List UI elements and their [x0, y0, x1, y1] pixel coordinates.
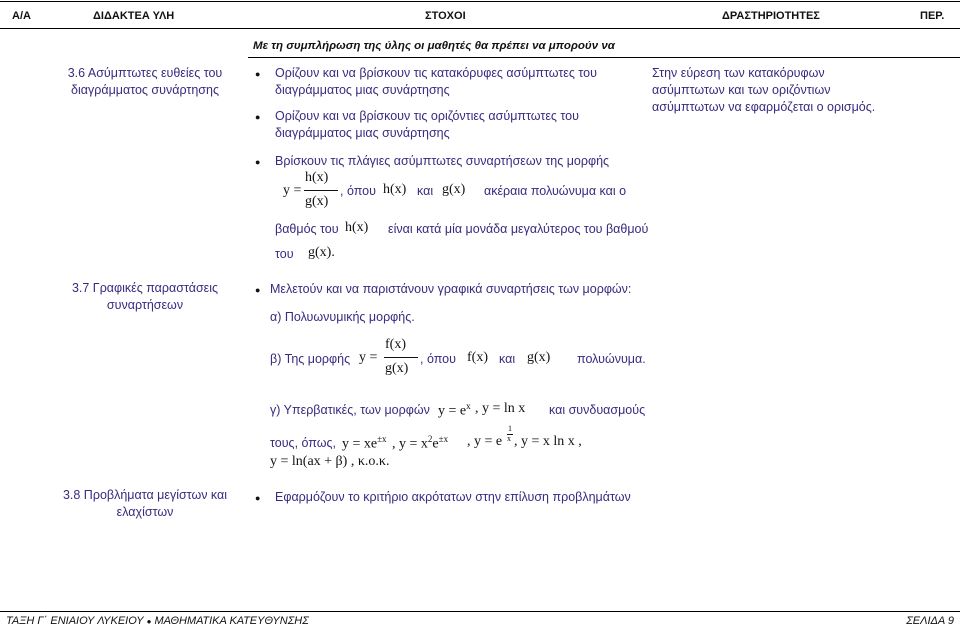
activity-3-6: Στην εύρεση των κατακόρυφων ασύμπτωτων και των οριζόντιων ασύμπτωτων να εφαρμόζεται ο ορισμός. — [652, 66, 876, 114]
degree-greater-text: είναι κατά μία μονάδα μεγαλύτερος του βαθμού — [388, 222, 649, 236]
integer-polynomials-text: ακέραια πολυώνυμα και ο — [484, 184, 627, 198]
degree-text: βαθμός του — [275, 222, 339, 236]
formula-y-eq: y = — [283, 183, 302, 198]
header-col-aa: Α/Α — [12, 10, 31, 22]
header-col-syllabus: ΔΙΔΑΚΤΕΑ ΥΛΗ — [93, 10, 175, 22]
g-of-x: g(x) — [527, 350, 551, 365]
f-of-x: f(x) — [467, 350, 488, 365]
bullet-icon: ● — [255, 493, 261, 503]
footer-line — [0, 611, 960, 612]
fraction-denominator: g(x) — [385, 361, 409, 376]
header-bottom-line — [0, 28, 960, 29]
h-of-x: h(x) — [345, 220, 369, 235]
exp-fraction-numerator: 1 — [508, 424, 512, 433]
formula-y-eq: y = — [359, 350, 378, 365]
tou-text: του — [275, 247, 294, 261]
section-3-7-title: 3.7 Γραφικές παραστάσεις συναρτήσεων — [71, 281, 219, 312]
item-transcendental-prefix: γ) Υπερβατικές, των μορφών — [270, 403, 430, 417]
kai-text: και — [417, 184, 434, 198]
formula-exp: $y = e^x$ — [438, 401, 471, 419]
formula-ln: , y = ln x — [475, 401, 526, 416]
goal-vertical-asymptotes: Ορίζουν και να βρίσκουν τις κατακόρυφες ασύμπτωτες του διαγράμματος μιας συνάρτησης — [275, 66, 597, 97]
formula-xe: $y = xe^{\pm x}$ — [342, 434, 387, 452]
goal-horizontal-asymptotes: Ορίζουν και να βρίσκουν τις οριζόντιες ασύμπτωτες του διαγράμματος μιας συνάρτησης — [275, 109, 579, 140]
g-of-x: g(x). — [308, 245, 335, 260]
bullet-icon: ● — [255, 157, 261, 167]
fraction-bar — [384, 357, 418, 358]
polynomials-text: πολυώνυμα. — [577, 352, 646, 366]
g-of-x: g(x) — [442, 182, 466, 197]
formula-x2e: , $y = x^2e^{\pm x}$ — [392, 434, 449, 452]
combinations-text: και συνδυασμούς — [549, 403, 646, 417]
header-top-line — [0, 1, 960, 2]
footer-page-number: ΣΕΛΙΔΑ 9 — [906, 615, 954, 627]
formula-e-1-over-x: , y = e — [467, 434, 503, 449]
formula-ln-ax-beta: y = ln(ax + β) , κ.ο.κ. — [270, 454, 390, 469]
bullet-icon: ● — [146, 617, 152, 626]
exp-fraction-denominator: x — [507, 434, 511, 443]
goal-optimization: Εφαρμόζουν το κριτήριο ακρότατων στην επίλυση προβλημάτων — [275, 490, 631, 504]
item-rational-prefix: β) Της μορφής — [270, 352, 351, 366]
section-3-6-title: 3.6 Ασύμπτωτες ευθείες του διαγράμματος συνάρτησης — [67, 66, 223, 97]
header-col-goals: ΣΤΟΧΟΙ — [425, 10, 466, 22]
goal-oblique-asymptotes: Βρίσκουν τις πλάγιες ασύμπτωτες συναρτήσεων της μορφής — [275, 154, 610, 168]
fraction-numerator: f(x) — [385, 337, 406, 352]
header-col-periods: ΠΕΡ. — [920, 10, 945, 22]
such-as-text: τους, όπως, — [270, 436, 336, 450]
section-3-8-title: 3.8 Προβλήματα μεγίστων και ελαχίστων — [62, 488, 228, 519]
footer-left: ΤΑΞΗ Γ΄ ΕΝΙΑΙΟΥ ΛΥΚΕΙΟΥ ● ΜΑΘΗΜΑΤΙΚΑ ΚΑΤΕΥΘΥΝΣΗΣ — [6, 615, 309, 627]
opou-text: , όπου — [420, 352, 456, 366]
subheader: Με τη συμπλήρωση της ύλης οι μαθητές θα πρέπει να μπορούν να — [253, 40, 615, 52]
kai-text: και — [499, 352, 516, 366]
subheader-line — [248, 57, 960, 58]
h-of-x: h(x) — [383, 182, 407, 197]
goal-graph-functions: Μελετούν και να παριστάνουν γραφικά συναρτήσεις των μορφών: — [270, 282, 632, 296]
item-polynomial: α) Πολυωνυμικής μορφής. — [270, 310, 415, 324]
formula-xlnx: , y = x ln x , — [514, 434, 582, 449]
fraction-bar — [304, 190, 338, 191]
fraction-numerator: h(x) — [305, 170, 329, 185]
bullet-icon: ● — [255, 112, 261, 122]
bullet-icon: ● — [255, 69, 261, 79]
fraction-denominator: g(x) — [305, 194, 329, 209]
opou-text: , όπου — [340, 184, 376, 198]
bullet-icon: ● — [255, 285, 261, 295]
header-col-activities: ΔΡΑΣΤΗΡΙΟΤΗΤΕΣ — [722, 10, 820, 22]
